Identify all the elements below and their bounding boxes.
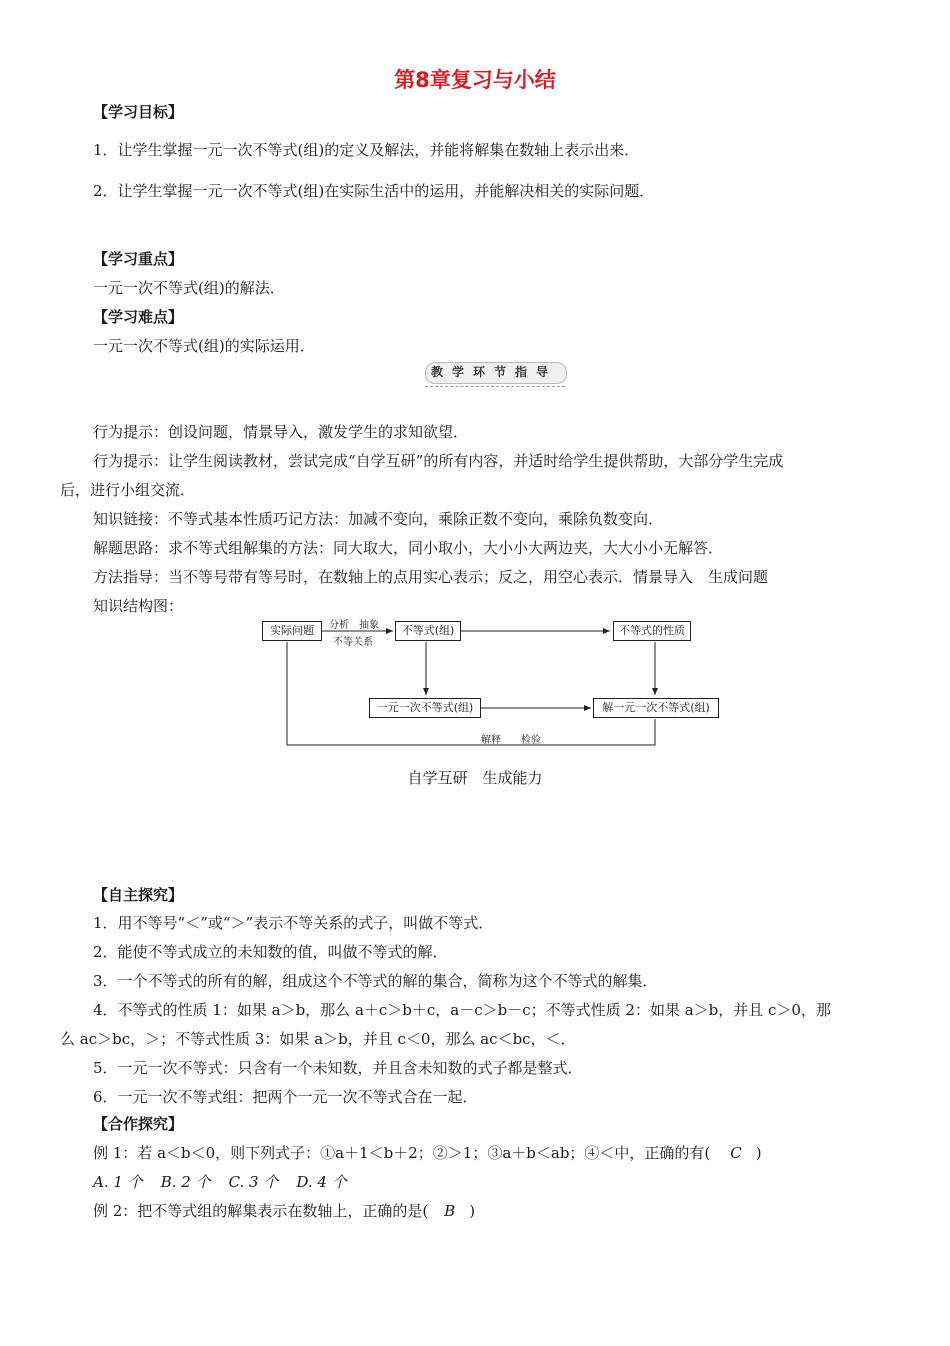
guide-line-6: 知识结构图： [93,597,184,615]
banner-label: 教学环节指导 [431,365,558,379]
page-title: 第8章复习与小结 [394,68,556,92]
example-1-close: ) [755,1144,762,1162]
section-title: 自学互研 生成能力 [407,769,543,787]
goals-heading: 【学习目标】 [93,103,184,121]
box-inequality: 不等式(组) [395,621,461,641]
example-2 [93,1201,475,1221]
box-linear-inequality: 一元一次不等式(组) [369,698,481,718]
coop-heading: 【合作探究】 [93,1115,184,1133]
guide-line-5: 方法指导：当不等号带有等号时，在数轴上的点用实心表示；反之，用空心表示．情景导入 生成问题 [93,568,769,586]
option-b: B. 2 个 [160,1173,211,1191]
example-1-options [93,1172,347,1192]
guide-line-4: 解题思路：求不等式组解集的方法：同大取大，同小取小，大小小大两边夹，大大小小无解答． [93,539,724,557]
focus-text: 一元一次不等式(组)的解法． [93,279,285,297]
example-2-close: ) [469,1202,476,1220]
self-study-item-1: 1．用不等号“＜”或“＞”表示不等关系的式子，叫做不等式． [93,914,494,932]
guide-line-2b: 后，进行小组交流． [60,481,196,499]
self-study-item-4a: 4．不等式的性质 1：如果 a＞b，那么 a＋c＞b＋c，a－c＞b－c；不等式性质 2：如果 a＞b，并且 c＞0，那 [93,1001,831,1019]
focus-heading: 【学习重点】 [93,250,184,268]
option-c: C. 3 个 [228,1173,279,1191]
self-study-item-4b: 么 ac＞bc，＞；不等式性质 3：如果 a＞b，并且 c＜0，那么 ac＜bc，＜． [60,1030,576,1048]
box-solve-linear-inequality: 解一元一次不等式(组) [593,698,719,718]
option-a: A. 1 个 [93,1173,143,1191]
example-1-answer: C [730,1144,742,1162]
difficulty-text: 一元一次不等式(组)的实际运用． [93,337,315,355]
option-d: D. 4 个 [296,1173,347,1191]
edge-label-explain-check: 解释 检验 [481,735,541,746]
goal-item-1: 1．让学生掌握一元一次不等式(组)的定义及解法，并能将解集在数轴上表示出来． [93,141,640,159]
example-2-answer: B [444,1202,456,1220]
self-study-item-2: 2．能使不等式成立的未知数的值，叫做不等式的解． [93,943,448,961]
edge-label-relation: 不等关系 [333,637,373,648]
guide-line-1: 行为提示：创设问题，情景导入，激发学生的求知欲望． [93,423,469,441]
box-inequality-property: 不等式的性质 [613,621,691,641]
edge-label-analyze: 分析 抽象 [329,620,379,631]
goal-item-2: 2．让学生掌握一元一次不等式(组)在实际生活中的运用，并能解决相关的实际问题． [93,182,655,200]
example-2-text: 例 2：把不等式组的解集表示在数轴上，正确的是( [93,1202,429,1220]
self-study-item-5: 5．一元一次不等式：只含有一个未知数，并且含未知数的式子都是整式． [93,1059,583,1077]
example-1 [93,1143,762,1163]
guide-line-3: 知识链接：不等式基本性质巧记方法：加减不变向，乘除正数不变向，乘除负数变向． [93,510,664,528]
knowledge-structure-diagram [255,615,725,755]
difficulty-heading: 【学习难点】 [93,308,184,326]
box-real-problem: 实际问题 [262,621,322,641]
self-study-item-3: 3．一个不等式的所有的解，组成这个不等式的解的集合，简称为这个不等式的解集． [93,972,658,990]
teaching-guide-banner [425,360,565,386]
guide-line-2a: 行为提示：让学生阅读教材，尝试完成“自学互研”的所有内容，并适时给学生提供帮助，大部分学生完成 [93,452,784,470]
example-1-text: 例 1：若 a＜b＜0，则下列式子：①a＋1＜b＋2；②＞1；③a＋b＜ab；④＜中，正确的有( [93,1144,711,1162]
return-line [287,642,655,745]
self-study-heading: 【自主探究】 [93,886,184,904]
self-study-item-6: 6．一元一次不等式组：把两个一元一次不等式合在一起． [93,1088,478,1106]
